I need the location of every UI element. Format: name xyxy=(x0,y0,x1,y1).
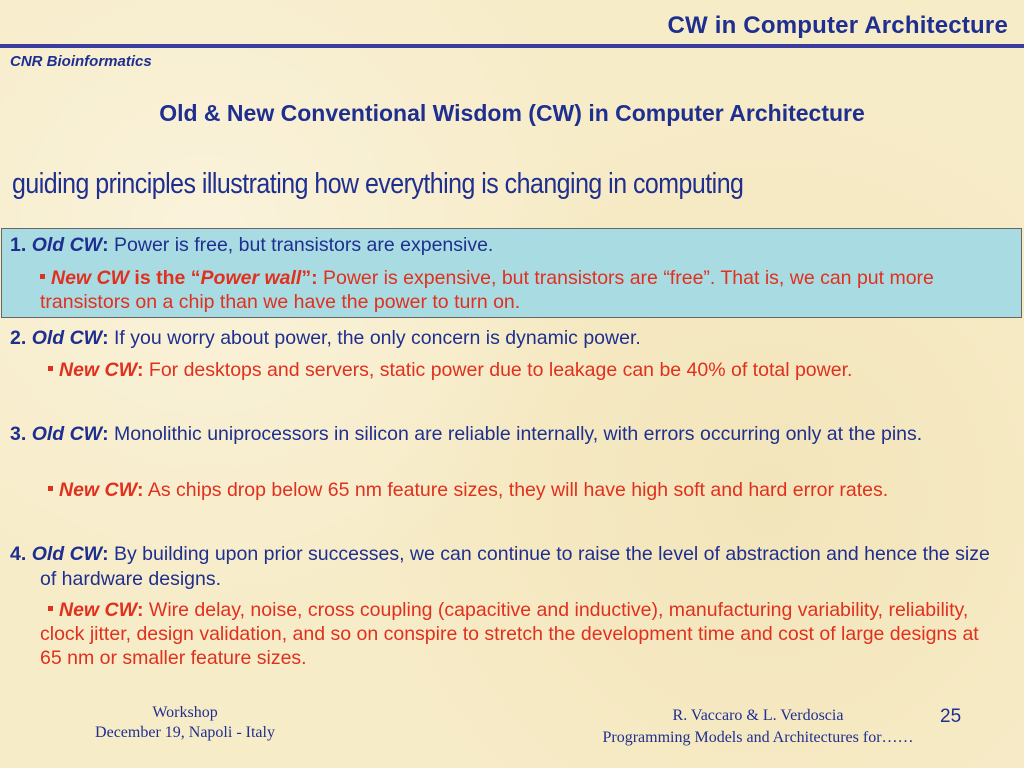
bullet-icon xyxy=(48,486,53,491)
new-cw-4 xyxy=(40,598,1000,670)
footer-presentation-title: Programming Models and Architectures for…… xyxy=(602,729,914,746)
new-cw-1 xyxy=(40,266,1000,314)
header-divider xyxy=(0,44,1024,48)
power-wall-label: Power wall xyxy=(200,267,302,289)
footer-authors xyxy=(548,705,968,749)
item-number: 1. xyxy=(10,234,27,256)
new-cw-colon: : xyxy=(137,599,144,621)
old-cw-colon: : xyxy=(102,234,109,256)
bullet-icon xyxy=(48,606,53,611)
old-cw-colon: : xyxy=(102,543,109,565)
slide-subtitle: guiding principles illustrating how everything is changing in computing xyxy=(12,168,744,200)
footer-workshop: Workshop xyxy=(152,704,218,721)
new-cw-label-mid: is the “ xyxy=(129,267,201,289)
new-cw-colon: : xyxy=(137,359,144,381)
bullet-icon xyxy=(40,274,45,279)
bullet-icon xyxy=(48,366,53,371)
old-cw-label: Old CW xyxy=(31,234,103,256)
old-cw-label: Old CW xyxy=(31,543,103,565)
new-cw-colon: : xyxy=(137,479,144,501)
footer-event xyxy=(70,703,300,743)
new-cw-text: Wire delay, noise, cross coupling (capacitive and inductive), manufacturing variability, reliability, clock jitter, design validation, and so on conspire to stretch the development time and cost of large designs at 65 nm or smaller feature sizes. xyxy=(40,599,979,669)
new-cw-text: For desktops and servers, static power due to leakage can be 40% of total power. xyxy=(143,359,853,381)
old-cw-text: Power is free, but transistors are expensive. xyxy=(108,234,494,256)
slide-title: Old & New Conventional Wisdom (CW) in Computer Architecture xyxy=(159,100,865,126)
new-cw-label-end: ”: xyxy=(301,267,318,289)
page-number: 25 xyxy=(940,706,962,727)
old-cw-colon: : xyxy=(102,423,109,445)
old-cw-colon: : xyxy=(102,327,109,349)
cw-item-4 xyxy=(10,542,1010,592)
cw-item-1 xyxy=(10,233,1010,258)
new-cw-text: As chips drop below 65 nm feature sizes, they will have high soft and hard error rates. xyxy=(143,479,889,501)
new-cw-text: Power is expensive, but transistors are “free”. That is, we can put more transistors on a chip than we have the power to turn on. xyxy=(40,267,934,313)
item-number: 2. xyxy=(10,327,27,349)
footer-author-names: R. Vaccaro & L. Verdoscia xyxy=(672,707,844,724)
old-cw-text: If you worry about power, the only concern is dynamic power. xyxy=(108,327,641,349)
header-title: CW in Computer Architecture xyxy=(667,12,1008,39)
item-number: 4. xyxy=(10,543,27,565)
new-cw-label: New CW xyxy=(59,599,137,621)
old-cw-label: Old CW xyxy=(31,423,103,445)
old-cw-label: Old CW xyxy=(31,327,103,349)
old-cw-text: Monolithic uniprocessors in silicon are reliable internally, with errors occurring only at the pins. xyxy=(108,423,923,445)
new-cw-3 xyxy=(40,478,1000,502)
cw-item-2 xyxy=(10,326,1010,351)
new-cw-2 xyxy=(40,358,1000,382)
new-cw-label: New CW xyxy=(59,359,137,381)
old-cw-text: By building upon prior successes, we can continue to raise the level of abstraction and hence the size of hardware designs. xyxy=(40,543,990,590)
item-number: 3. xyxy=(10,423,27,445)
cw-item-3 xyxy=(10,422,1010,447)
organization-label: CNR Bioinformatics xyxy=(10,53,152,70)
footer-date-location: December 19, Napoli - Italy xyxy=(95,724,275,741)
new-cw-label: New CW xyxy=(59,479,137,501)
new-cw-label: New CW xyxy=(51,267,129,289)
